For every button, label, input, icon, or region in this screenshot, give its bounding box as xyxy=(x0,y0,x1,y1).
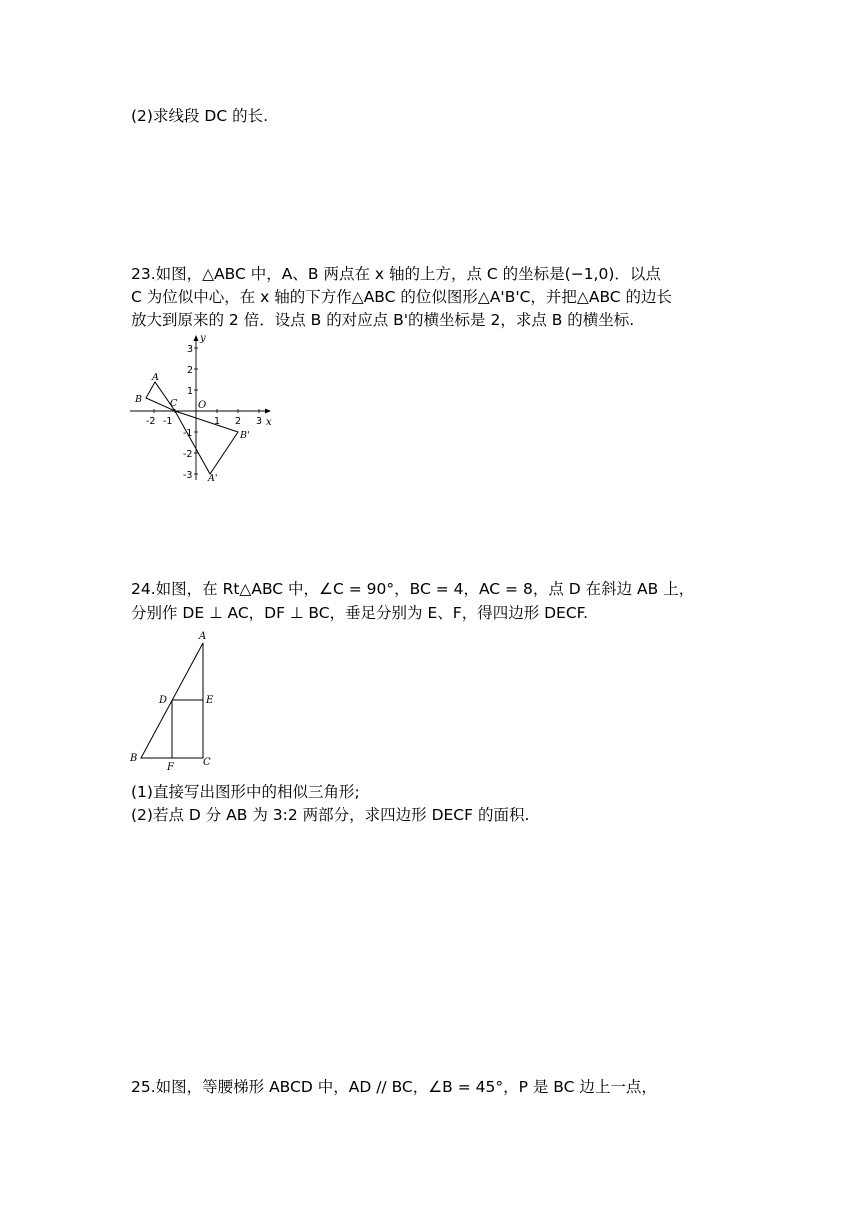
q23-text-line-1: 23.如图，△ABC 中，A、B 两点在 x 轴的上方，点 C 的坐标是(−1,0)．以点 xyxy=(131,265,661,283)
q24-text-line-1: 24.如图，在 Rt△ABC 中，∠C = 90°，BC = 4，AC = 8，点 D 在斜边 AB 上， xyxy=(131,580,695,598)
origin-label: O xyxy=(198,400,207,411)
q24-text-line-2: 分别作 DE ⊥ AC，DF ⊥ BC，垂足分别为 E、F，得四边形 DECF. xyxy=(131,604,589,622)
x-tick-neg2: -2 xyxy=(146,416,156,427)
point-label-d: D xyxy=(159,695,168,706)
q23-text-line-2: C 为位似中心，在 x 轴的下方作△ABC 的位似图形△A'B'C，并把△ABC 的边长 xyxy=(131,288,673,306)
x-axis-arrow xyxy=(265,409,271,414)
y-tick-neg2: -2 xyxy=(183,449,193,460)
point-label-b-prime: B' xyxy=(240,430,250,441)
point-label-e: E xyxy=(206,695,214,706)
point-label-b: B xyxy=(130,753,138,764)
x-tick-neg1: -1 xyxy=(163,416,173,427)
x-tick-2: 2 xyxy=(235,416,242,427)
q22-part2-text: (2)求线段 DC 的长. xyxy=(131,107,268,125)
q24-part2-text: (2)若点 D 分 AB 为 3:2 两部分，求四边形 DECF 的面积. xyxy=(131,806,530,824)
y-tick-neg1: -1 xyxy=(183,428,193,439)
y-tick-3: 3 xyxy=(187,344,194,355)
triangle-a-prime-b-prime-c xyxy=(175,411,238,474)
x-tick-3: 3 xyxy=(256,416,263,427)
point-label-b: B xyxy=(135,394,142,405)
y-tick-2: 2 xyxy=(187,365,194,376)
y-tick-neg3: -3 xyxy=(183,470,193,481)
y-axis-arrow xyxy=(194,335,199,341)
point-label-a: A xyxy=(152,372,159,383)
axis-label-y: y xyxy=(200,333,206,344)
point-label-f: F xyxy=(167,762,174,773)
point-label-c: C xyxy=(203,757,211,768)
q23-coordinate-figure xyxy=(128,330,280,486)
point-label-a: A xyxy=(199,631,207,642)
point-label-a-prime: A' xyxy=(208,473,218,484)
y-tick-1: 1 xyxy=(187,386,194,397)
q25-text-line-1: 25.如图，等腰梯形 ABCD 中，AD // BC，∠B = 45°，P 是 BC 边上一点， xyxy=(131,1078,657,1096)
x-tick-1: 1 xyxy=(214,416,221,427)
q24-triangle-figure xyxy=(126,628,222,776)
point-label-c: C xyxy=(170,398,178,409)
q24-part1-text: (1)直接写出图形中的相似三角形; xyxy=(131,783,360,801)
q23-text-line-3: 放大到原来的 2 倍．设点 B 的对应点 B'的横坐标是 2，求点 B 的横坐标. xyxy=(131,311,635,329)
axis-label-x: x xyxy=(266,417,272,428)
